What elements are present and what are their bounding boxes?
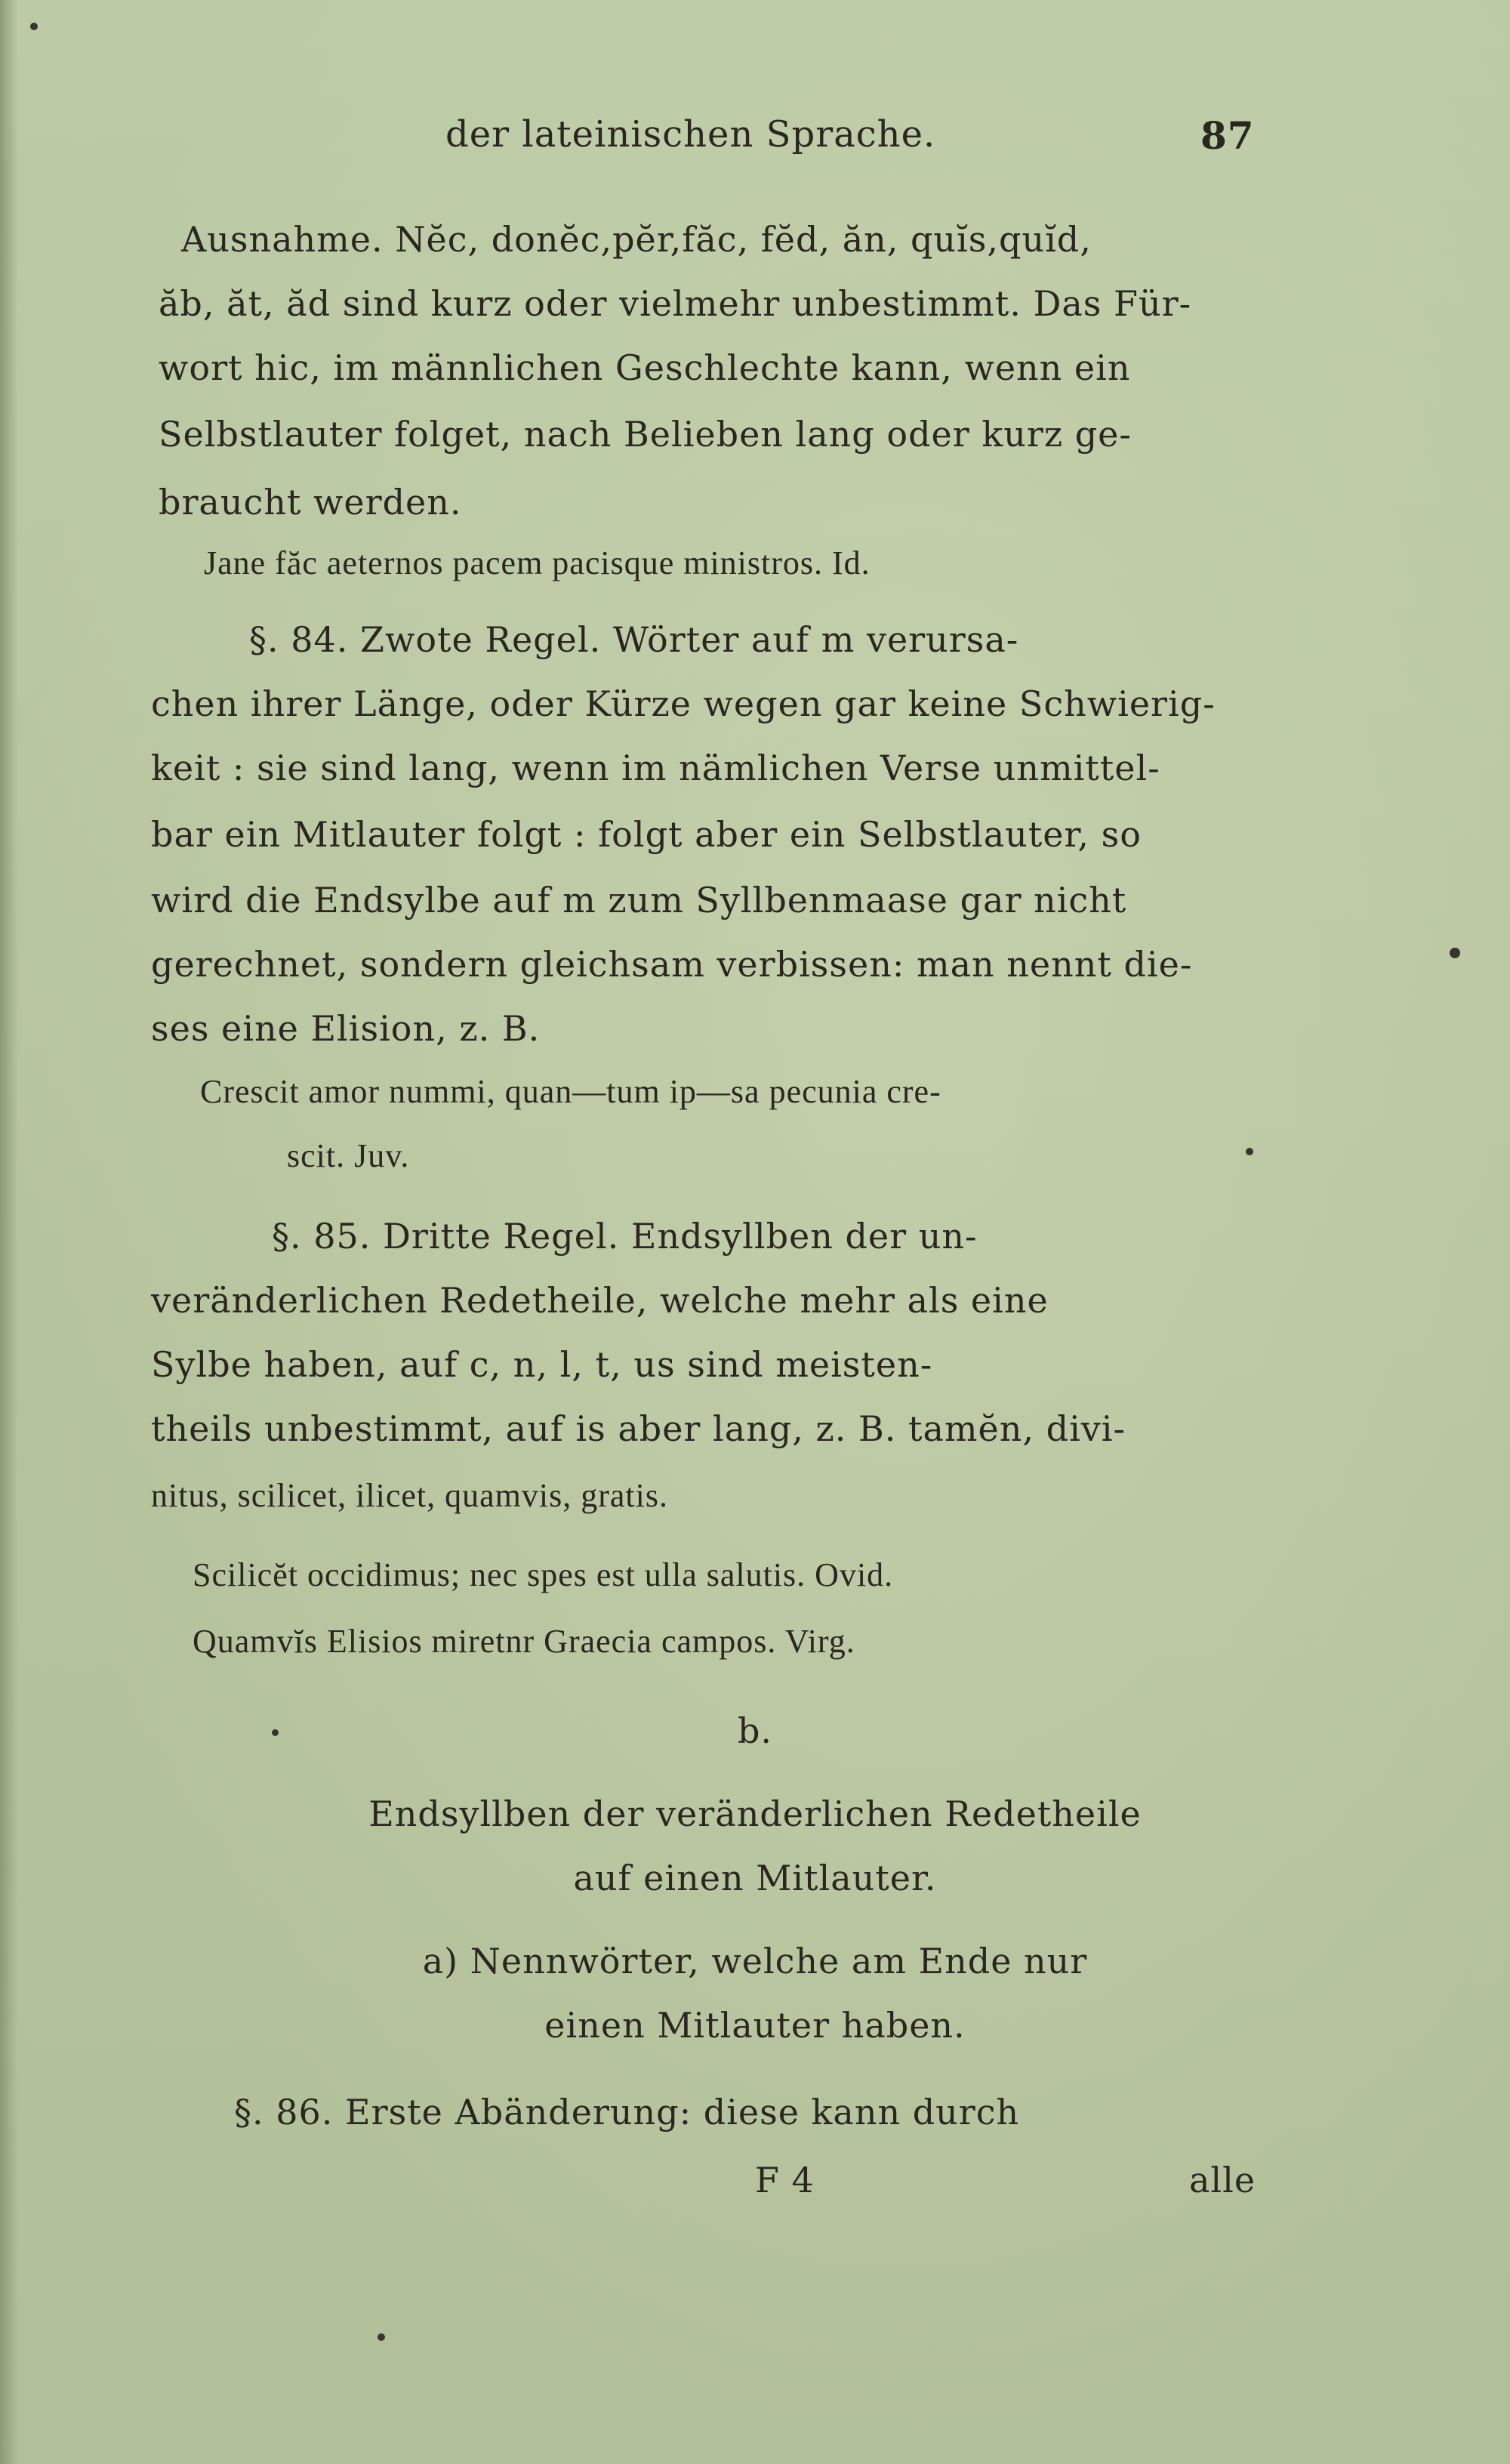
latin-quotation: Scilicĕt occidimus; nec spes est ulla salutis. Ovid. <box>193 1556 894 1593</box>
running-header: der lateinischen Sprache. <box>445 113 936 156</box>
ink-speck <box>378 2333 385 2341</box>
text-line: wort hic, im männlichen Geschlechte kann, wenn ein <box>159 347 1131 388</box>
paragraph-86-line: §. 86. Erste Abänderung: diese kann durch <box>234 2092 1020 2132</box>
text-line: ăb, ăt, ăd sind kurz oder vielmehr unbestimmt. Das Für- <box>159 283 1192 324</box>
text-line: braucht werden. <box>159 482 462 523</box>
section-title: Endsyllben der veränderlichen Redetheile <box>368 1793 1142 1834</box>
ink-speck <box>1450 948 1460 958</box>
paragraph-84-line: bar ein Mitlauter folgt : folgt aber ein Selbstlauter, so <box>151 814 1142 855</box>
ink-speck <box>30 23 38 30</box>
section-title: auf einen Mitlauter. <box>573 1858 937 1898</box>
ink-speck <box>272 1729 279 1736</box>
latin-quotation: Quamvĭs Elisios miretnr Graecia campos. Virg. <box>193 1623 855 1660</box>
paragraph-84-line: gerechnet, sondern gleichsam verbissen: man nennt die- <box>151 944 1193 985</box>
page-number: 87 <box>1200 113 1255 158</box>
paragraph-84-line: chen ihrer Länge, oder Kürze wegen gar keine Schwierig- <box>151 683 1216 724</box>
page-edge-shadow <box>0 0 18 2464</box>
paragraph-84-line: wird die Endsylbe auf m zum Syllbenmaase gar nicht <box>151 880 1127 921</box>
text-line: Selbstlauter folget, nach Belieben lang oder kurz ge- <box>159 414 1132 455</box>
paragraph-85-line: nitus, scilicet, ilicet, quamvis, gratis. <box>151 1477 668 1514</box>
subsection-title: einen Mitlauter haben. <box>544 2005 966 2046</box>
latin-quotation: scit. Juv. <box>287 1137 410 1174</box>
paragraph-84-line: §. 84. Zwote Regel. Wörter auf m verursa- <box>249 619 1019 660</box>
catchword: alle <box>1189 2160 1256 2200</box>
paragraph-84-line: keit : sie sind lang, wenn im nämlichen Verse unmittel- <box>151 748 1160 788</box>
subsection-title: a) Nennwörter, welche am Ende nur <box>422 1941 1088 1981</box>
ink-speck <box>1246 1148 1253 1155</box>
paragraph-85-line: veränderlichen Redetheile, welche mehr als eine <box>151 1280 1049 1321</box>
section-letter: b. <box>737 1710 773 1751</box>
paragraph-85-line: Sylbe haben, auf c, n, l, t, us sind meisten- <box>151 1344 933 1385</box>
latin-quotation: Crescit amor nummi, quan—tum ip—sa pecunia cre- <box>200 1073 941 1110</box>
paragraph-84-line: ses eine Elision, z. B. <box>151 1008 541 1049</box>
signature-mark: F 4 <box>755 2160 815 2200</box>
paragraph-85-line: theils unbestimmt, auf is aber lang, z. B. tamĕn, divi- <box>151 1408 1126 1449</box>
latin-quotation: Jane făc aeternos pacem pacisque ministros. Id. <box>204 544 871 581</box>
paragraph-85-line: §. 85. Dritte Regel. Endsyllben der un- <box>272 1216 978 1257</box>
text-line: Ausnahme. Nĕc, donĕc,pĕr,făc, fĕd, ăn, quĭs,quĭd, <box>181 219 1092 260</box>
